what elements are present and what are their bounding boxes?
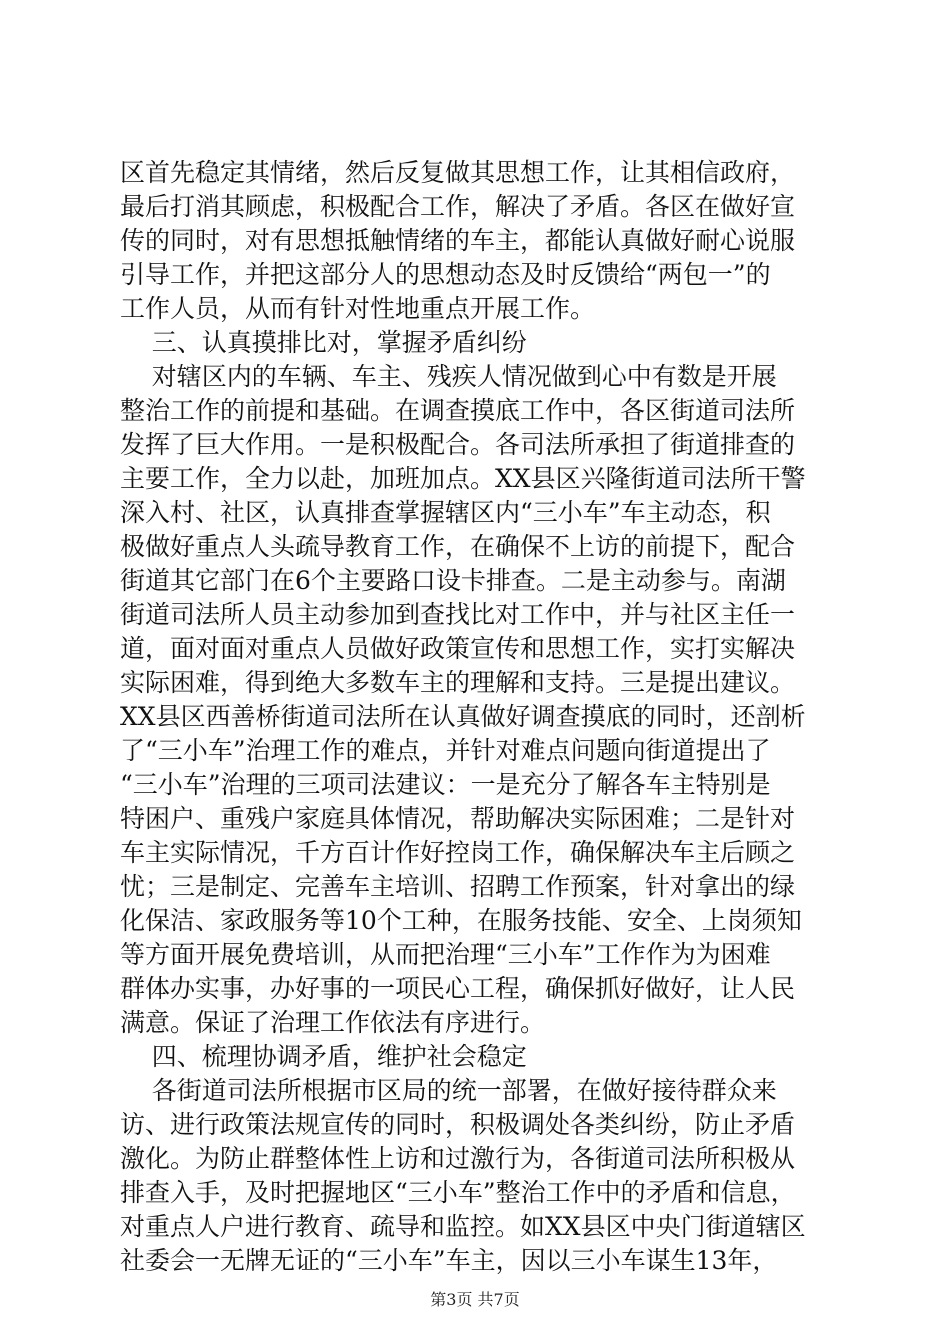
text-line: 对重点人户进行教育、疏导和监控。如XX县区中央门街道辖区 (120, 1212, 806, 1241)
section-heading: 三、认真摸排比对，掌握矛盾纠纷 (120, 328, 527, 357)
text-line: 等方面开展免费培训，从而把治理“三小车”工作作为为困难 (120, 940, 771, 969)
text-line: 区首先稳定其情绪，然后反复做其思想工作，让其相信政府， (120, 158, 796, 187)
text-line: 排查入手，及时把握地区“三小车”整治工作中的矛盾和信息， (120, 1178, 796, 1207)
text-line: 实际困难，得到绝大多数车主的理解和支持。三是提出建议。 (120, 668, 796, 697)
text-line: 各街道司法所根据市区局的统一部署，在做好接待群众来 (120, 1076, 777, 1105)
text-line: 了“三小车”治理工作的难点，并针对难点问题向街道提出了 (120, 736, 771, 765)
text-line: 对辖区内的车辆、车主、残疾人情况做到心中有数是开展 (120, 362, 777, 391)
document-body (120, 156, 840, 1278)
text-line: “三小车”治理的三项司法建议：一是充分了解各车主特别是 (120, 770, 771, 799)
text-line: 最后打消其顾虑，积极配合工作，解决了矛盾。各区在做好宣 (120, 192, 796, 221)
text-line: 车主实际情况，千方百计作好控岗工作，确保解决车主后顾之 (120, 838, 796, 867)
text-line: 引导工作，并把这部分人的思想动态及时反馈给“两包一”的 (120, 260, 771, 289)
text-line: 访、进行政策法规宣传的同时，积极调处各类纠纷，防止矛盾 (120, 1110, 796, 1139)
text-line: 传的同时，对有思想抵触情绪的车主，都能认真做好耐心说服 (120, 226, 796, 255)
text-line: 发挥了巨大作用。一是积极配合。各司法所承担了街道排查的 (120, 430, 796, 459)
text-line: 满意。保证了治理工作依法有序进行。 (120, 1008, 546, 1037)
text-line: 极做好重点人头疏导教育工作，在确保不上访的前提下，配合 (120, 532, 796, 561)
text-line: 特困户、重残户家庭具体情况，帮助解决实际困难；二是针对 (120, 804, 796, 833)
section-heading: 四、梳理协调矛盾，维护社会稳定 (120, 1042, 527, 1071)
text-line: 社委会一无牌无证的“三小车”车主，因以三小车谋生13年， (120, 1246, 778, 1275)
text-line: 忧；三是制定、完善车主培训、招聘工作预案，针对拿出的绿 (120, 872, 796, 901)
text-line: 深入村、社区，认真排查掌握辖区内“三小车”车主动态，积 (120, 498, 771, 527)
text-line: 道，面对面对重点人员做好政策宣传和思想工作，实打实解决 (120, 634, 796, 663)
text-line: XX县区西善桥街道司法所在认真做好调查摸底的同时，还剖析 (120, 702, 806, 731)
text-line: 街道司法所人员主动参加到查找比对工作中，并与社区主任一 (120, 600, 796, 629)
text-line: 化保洁、家政服务等10个工种，在服务技能、安全、上岗须知 (120, 906, 802, 935)
page-number-footer: 第3页 共7页 (430, 1290, 520, 1309)
text-line: 街道其它部门在6个主要路口设卡排查。二是主动参与。南湖 (120, 566, 786, 595)
text-line: 激化。为防止群整体性上访和过激行为，各街道司法所积极从 (120, 1144, 796, 1173)
text-line: 主要工作，全力以赴，加班加点。XX县区兴隆街道司法所干警 (120, 464, 806, 493)
text-line: 群体办实事，办好事的一项民心工程，确保抓好做好，让人民 (120, 974, 796, 1003)
text-line: 工作人员，从而有针对性地重点开展工作。 (120, 294, 596, 323)
text-line: 整治工作的前提和基础。在调查摸底工作中，各区街道司法所 (120, 396, 796, 425)
